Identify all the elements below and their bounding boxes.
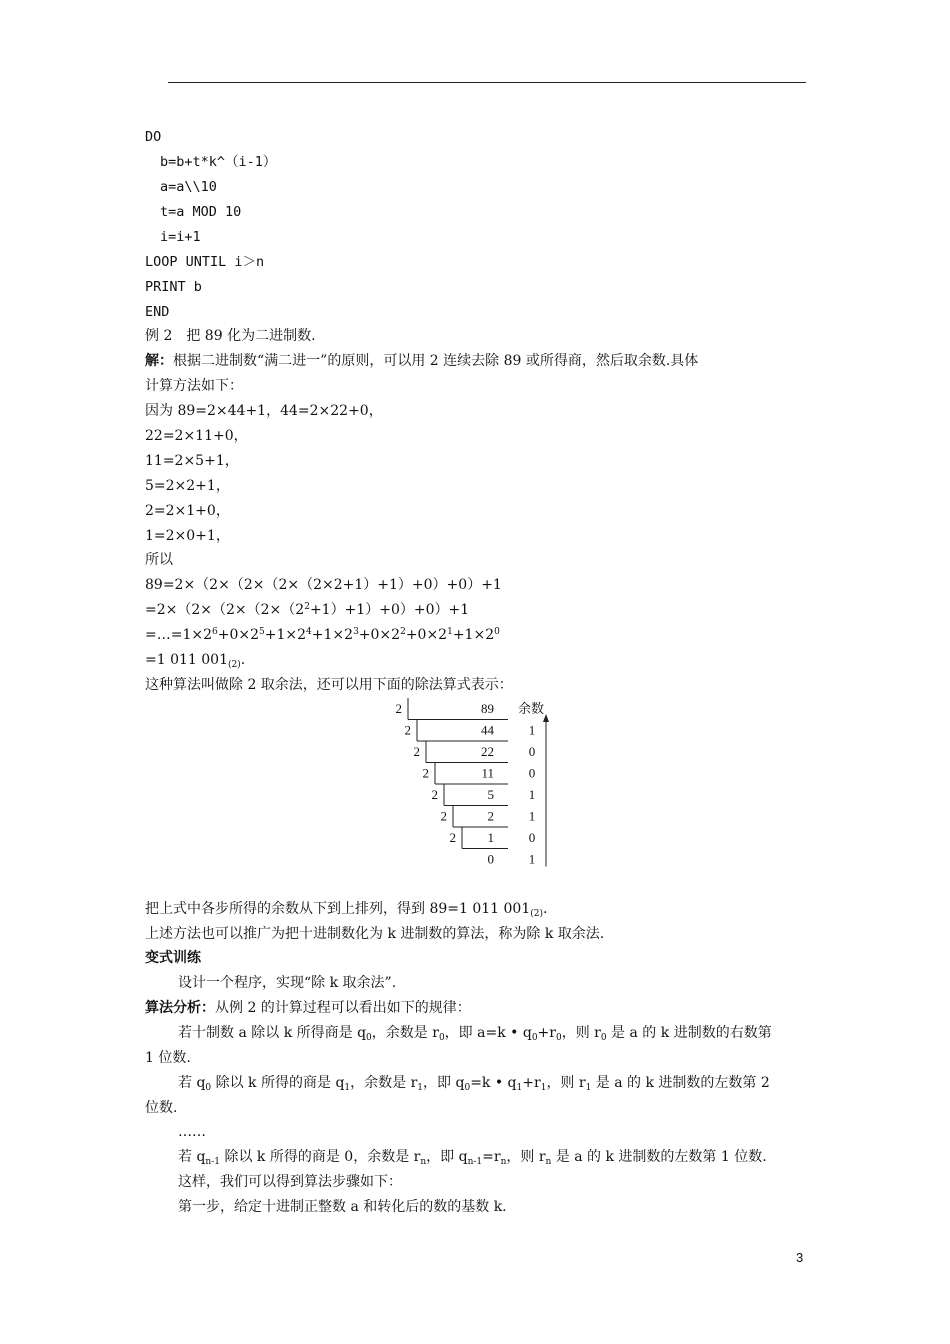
p-sub: 1 — [585, 1083, 592, 1093]
equation-3 — [145, 625, 500, 645]
p-part: 是 a 的 k 进制数的左数第 1 位数. — [551, 1149, 767, 1165]
quotient-label: 89 — [481, 701, 494, 716]
divisor-label: 2 — [395, 701, 402, 716]
divisor-label: 2 — [440, 808, 447, 824]
paragraph-1 — [178, 1023, 772, 1043]
paragraph-4: 这样，我们可以得到算法步骤如下： — [178, 1174, 402, 1190]
remainder-value: 1 — [528, 808, 536, 824]
eq-part: . — [240, 652, 246, 668]
p-part: 除以 k 所得的商是 0，余数是 r — [220, 1149, 421, 1165]
page-number: 3 — [796, 1250, 804, 1265]
solution-text: 根据二进制数“满二进一”的原则，可以用 2 连续去除 89 或所得商，然后取余数.具体 — [173, 353, 699, 369]
remainder-value: 1 — [528, 851, 536, 867]
equation-2 — [145, 600, 469, 620]
remainder-value: 0 — [528, 830, 536, 845]
eq-sup: 2 — [304, 602, 310, 612]
code-line: END — [145, 304, 170, 320]
method-intro: 这种算法叫做除 2 取余法，还可以用下面的除法算式表示： — [145, 677, 513, 693]
divisor-label: 2 — [431, 787, 438, 802]
paragraph-5: 第一步，给定十进制正整数 a 和转化后的数的基数 k. — [178, 1199, 507, 1215]
eq-part: +1×2 — [264, 627, 307, 643]
quotient-label: 22 — [481, 744, 494, 759]
solution-line-2: 计算方法如下： — [145, 378, 243, 394]
eq-part: =1 011 001 — [145, 652, 228, 668]
p-sub: 0 — [600, 1033, 607, 1043]
variant-heading-text: 变式训练 — [145, 950, 201, 966]
p-part: =r — [482, 1149, 501, 1165]
so-text: 所以 — [145, 552, 173, 568]
after-text: 把上式中各步所得的余数从下到上排列，得到 89=1 011 001 — [145, 901, 531, 917]
quotient-label: 1 — [487, 830, 494, 845]
variant-heading — [145, 948, 201, 968]
p-part: 若 q — [178, 1075, 206, 1091]
code-line: PRINT b — [145, 279, 202, 295]
eq-part: =…=1×2 — [145, 627, 213, 643]
p-part: 若十制数 a 除以 k 所得商是 q — [178, 1025, 367, 1041]
example-title: 例 2 把 89 化为二进制数. — [145, 328, 316, 344]
p-sub: n-1 — [205, 1157, 220, 1167]
after-sub: (2) — [530, 909, 543, 919]
eq-part: +0×2 — [358, 627, 401, 643]
code-line: DO — [145, 129, 162, 145]
code-line: b=b+t*k^（i-1） — [160, 154, 277, 170]
calc-step: 11=2×5+1， — [145, 453, 239, 469]
divisor-label: 2 — [422, 765, 429, 781]
p-part: ，则 r — [546, 1075, 586, 1091]
paragraph-2-cont: 位数. — [145, 1100, 178, 1116]
header-rule — [168, 82, 806, 83]
p-part: ，则 r — [506, 1149, 546, 1165]
p-part: ，即 a=k • q — [444, 1025, 532, 1041]
p-part: 若 q — [178, 1149, 206, 1165]
p-sub: 1 — [344, 1083, 351, 1093]
analysis-line — [145, 998, 471, 1018]
after-line-2: 上述方法也可以推广为把十进制数化为 k 进制数的算法，称为除 k 取余法. — [145, 926, 605, 942]
calc-step: 22=2×11+0， — [145, 428, 248, 444]
remainder-value: 1 — [528, 787, 536, 802]
division-diagram — [390, 694, 560, 874]
calc-step: 1=2×0+1， — [145, 528, 230, 544]
analysis-label: 算法分析： — [145, 1000, 215, 1016]
p-part: +r — [537, 1025, 556, 1041]
eq-part: +1×2 — [311, 627, 354, 643]
p-sub: 0 — [555, 1033, 562, 1043]
remainder-value: 0 — [528, 765, 536, 781]
p-sub: 1 — [516, 1083, 523, 1093]
eq-part: +1）+1）+0）+0）+1 — [309, 602, 470, 618]
quotient-label: 11 — [481, 765, 494, 781]
p-sub: 0 — [366, 1033, 372, 1043]
solution-label: 解： — [145, 353, 173, 369]
paragraph-3 — [178, 1147, 767, 1167]
remainder-header: 余数 — [518, 701, 545, 716]
eq-sup: 0 — [494, 627, 500, 637]
code-line: a=a\\10 — [160, 179, 217, 195]
p-sub: 1 — [540, 1083, 547, 1093]
p-part: ，余数是 r — [371, 1025, 439, 1041]
code-line: LOOP UNTIL i＞n — [145, 254, 265, 270]
p-sub: n — [545, 1157, 552, 1167]
p-sub: n — [500, 1157, 507, 1167]
eq-part: +0×2 — [217, 627, 260, 643]
divisor-label: 2 — [413, 744, 420, 759]
analysis-text: 从例 2 的计算过程可以看出如下的规律： — [215, 1000, 471, 1016]
after-line-1 — [145, 899, 547, 919]
p-sub: n — [420, 1157, 427, 1167]
equation-1: 89=2×（2×（2×（2×（2×2+1）+1）+0）+0）+1 — [145, 577, 502, 593]
p-sub: 0 — [531, 1033, 538, 1043]
variant-task: 设计一个程序，实现“除 k 取余法”. — [178, 975, 397, 991]
calc-step: 2=2×1+0， — [145, 503, 230, 519]
equation-4 — [145, 650, 245, 670]
paragraph-2 — [178, 1073, 770, 1093]
remainder-value: 1 — [528, 722, 536, 738]
p-part: 除以 k 所得的商是 q — [211, 1075, 345, 1091]
p-part: 是 a 的 k 进制数的左数第 2 — [591, 1075, 770, 1091]
quotient-label: 2 — [487, 808, 494, 824]
paragraph-1-cont: 1 位数. — [145, 1050, 191, 1066]
eq-part: =2×（2×（2×（2×（2 — [145, 602, 305, 618]
divisor-label: 2 — [404, 722, 411, 738]
eq-sup: 4 — [306, 627, 312, 637]
eq-sup: 5 — [259, 627, 265, 637]
eq-sub: (2) — [227, 660, 241, 670]
solution-line — [145, 351, 698, 371]
eq-part: +0×2 — [405, 627, 448, 643]
calc-step: 因为 89=2×44+1，44=2×22+0， — [145, 403, 383, 419]
p-part: ，即 q — [423, 1075, 465, 1091]
eq-sup: 2 — [400, 627, 406, 637]
p-sub: n-1 — [467, 1157, 483, 1167]
p-sub: 0 — [464, 1083, 471, 1093]
quotient-label: 0 — [487, 851, 494, 867]
quotient-label: 5 — [487, 787, 494, 802]
code-line: t=a MOD 10 — [160, 204, 242, 220]
p-part: ，则 r — [561, 1025, 601, 1041]
p-sub: 0 — [205, 1083, 212, 1093]
p-sub: 1 — [417, 1083, 424, 1093]
p-part: =k • q — [470, 1075, 517, 1091]
p-part: 是 a 的 k 进制数的右数第 — [606, 1025, 772, 1041]
eq-part: +1×2 — [452, 627, 495, 643]
divisor-label: 2 — [449, 830, 456, 845]
p-sub: 0 — [438, 1033, 445, 1043]
ellipsis: …… — [178, 1124, 206, 1140]
p-part: ，余数是 r — [350, 1075, 418, 1091]
p-part: +r — [522, 1075, 541, 1091]
eq-sup: 1 — [447, 627, 453, 637]
calc-step: 5=2×2+1， — [145, 478, 230, 494]
eq-sup: 6 — [212, 627, 218, 637]
p-part: ，即 q — [426, 1149, 468, 1165]
after-text: . — [543, 901, 548, 917]
remainder-value: 0 — [528, 744, 536, 759]
eq-sup: 3 — [353, 627, 359, 637]
quotient-label: 44 — [481, 722, 494, 738]
code-line: i=i+1 — [160, 229, 201, 245]
